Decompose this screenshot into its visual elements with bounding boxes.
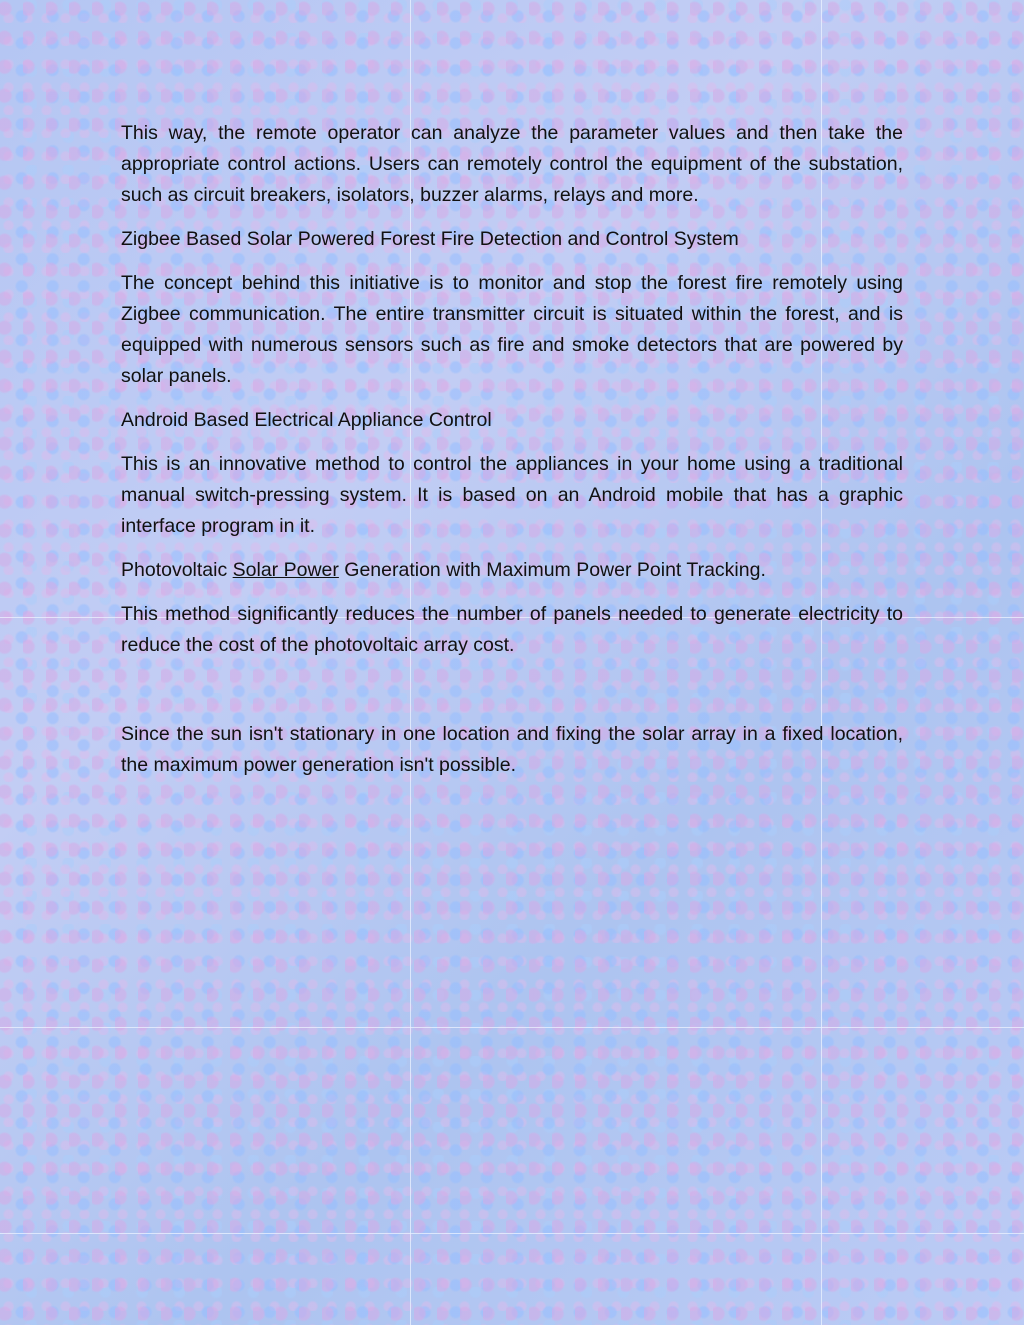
paragraph-zigbee-concept: The concept behind this initiative is to monitor and stop the forest fire remotely using Zigbee communication. The entire transmitter circuit is situated within the forest, and is equipped with numerous sensors such as fire and smoke detectors that are powered by solar panels.	[121, 272, 903, 387]
background-tile-seam	[0, 1027, 1024, 1028]
heading-zigbee-forest-fire: Zigbee Based Solar Powered Forest Fire Detection and Control System	[121, 228, 739, 250]
heading-text-after: Generation with Maximum Power Point Tracking.	[338, 559, 766, 581]
document-body	[121, 118, 903, 794]
background-tile-seam	[0, 1233, 1024, 1234]
paragraph-sun-location: Since the sun isn't stationary in one location and fixing the solar array in a fixed location, the maximum power generation isn't possible.	[121, 723, 903, 776]
heading-android-appliance-control: Android Based Electrical Appliance Control	[121, 409, 492, 431]
paragraph-panel-reduction: This method significantly reduces the number of panels needed to generate electricity to reduce the cost of the photovoltaic array cost.	[121, 603, 903, 656]
solar-power-link[interactable]: Solar Power	[232, 559, 339, 581]
heading-text-before: Photovoltaic	[121, 559, 233, 581]
paragraph-remote-operator: This way, the remote operator can analyze the parameter values and then take the appropriate control actions. Users can remotely control the equipment of the substation, such as circuit breakers, isolators, buzzer alarms, relays and more.	[121, 122, 903, 206]
paragraph-android-method: This is an innovative method to control the appliances in your home using a traditional manual switch-pressing system. It is based on an Android mobile that has a graphic interface program in it.	[121, 453, 903, 537]
heading-photovoltaic-mppt	[121, 555, 903, 586]
